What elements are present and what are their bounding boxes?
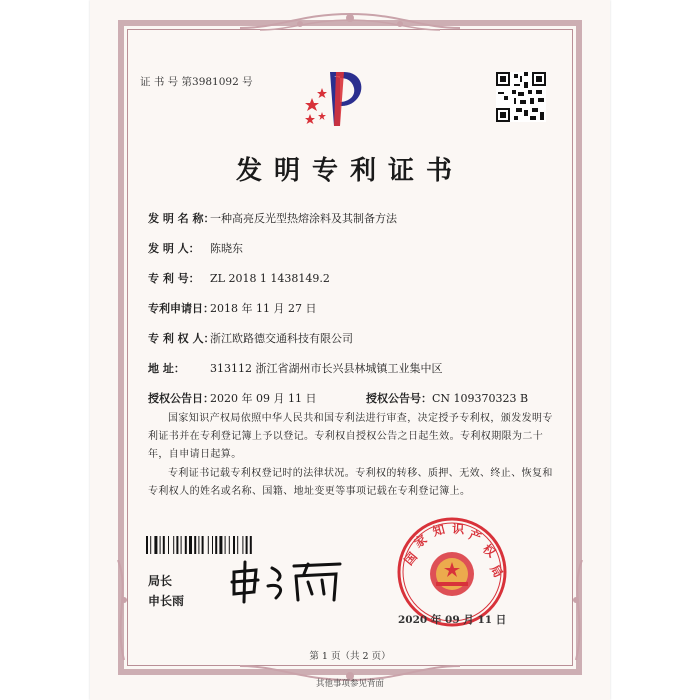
- field-value: 313112 浙江省湖州市长兴县林城镇工业集中区: [210, 362, 443, 375]
- barcode-icon: [146, 536, 292, 554]
- field-label: 发 明 人：: [148, 242, 200, 255]
- field-grant-date: [148, 390, 316, 406]
- field-value: CN 109370323 B: [432, 392, 529, 405]
- right-ornament-icon: [560, 560, 590, 660]
- left-ornament-icon: [110, 560, 140, 660]
- field-value: 一种高亮反光型热熔涂料及其制备方法: [210, 212, 397, 225]
- field-value: 2018 年 11 月 27 日: [210, 302, 317, 315]
- field-value: 浙江欧路德交通科技有限公司: [210, 332, 353, 345]
- field-value: 2020 年 09 月 11 日: [210, 392, 317, 405]
- page-title: 发明专利证书: [235, 156, 464, 186]
- signature-icon: [228, 558, 348, 604]
- field-grant-number: [366, 390, 528, 406]
- patent-office-logo-icon: [300, 68, 370, 130]
- svg-text:产: 产: [466, 527, 484, 545]
- field-value: 陈晓东: [210, 242, 243, 255]
- field-label: 授权公告日：: [148, 392, 214, 405]
- field-invention-name: [148, 210, 397, 226]
- statement-paragraph-2: 专利证书记载专利权登记时的法律状况。专利权的转移、质押、无效、终止、恢复和专利权人的姓名或名称、国籍、地址变更等事项记载在专利登记簿上。: [148, 468, 553, 497]
- svg-text:权: 权: [480, 541, 499, 561]
- svg-text:家: 家: [411, 532, 430, 551]
- qr-code-icon: [496, 72, 546, 122]
- field-inventor: [148, 240, 243, 256]
- page-number: 第 1 页（共 2 页）: [309, 651, 391, 662]
- svg-text:知: 知: [431, 522, 447, 539]
- director-title: 局长: [148, 574, 173, 588]
- field-application-date: [148, 300, 316, 316]
- field-label: 专利申请日：: [148, 302, 214, 315]
- director-name: 申长雨: [148, 594, 185, 608]
- seal-date: 2020 年 09 月 11 日: [398, 614, 507, 626]
- field-label: 专 利 号：: [148, 272, 200, 285]
- svg-text:识: 识: [451, 522, 465, 537]
- footer-note: 其他事项参见背面: [315, 679, 384, 689]
- field-label: 专 利 权 人：: [148, 332, 215, 345]
- top-ornament-icon: [240, 10, 460, 38]
- field-label: 授权公告号：: [366, 392, 432, 405]
- statement-paragraph-1: 国家知识产权局依照中华人民共和国专利法进行审查，决定授予专利权，颁发发明专利证书并在专利登记簿上予以登记。专利权自授权公告之日起生效。专利权期限为二十年，自申请日起算。: [148, 413, 553, 460]
- field-address: [148, 360, 443, 376]
- svg-text:国: 国: [401, 549, 421, 568]
- field-patentee: [148, 330, 353, 346]
- svg-text:局: 局: [487, 562, 506, 580]
- field-value: ZL 2018 1 1438149.2: [210, 272, 330, 285]
- field-label: 地 址：: [148, 362, 185, 375]
- field-patent-number: [148, 270, 330, 286]
- certificate-number: 证 书 号 第3981092 号: [140, 76, 253, 88]
- field-label: 发 明 名 称：: [148, 212, 215, 225]
